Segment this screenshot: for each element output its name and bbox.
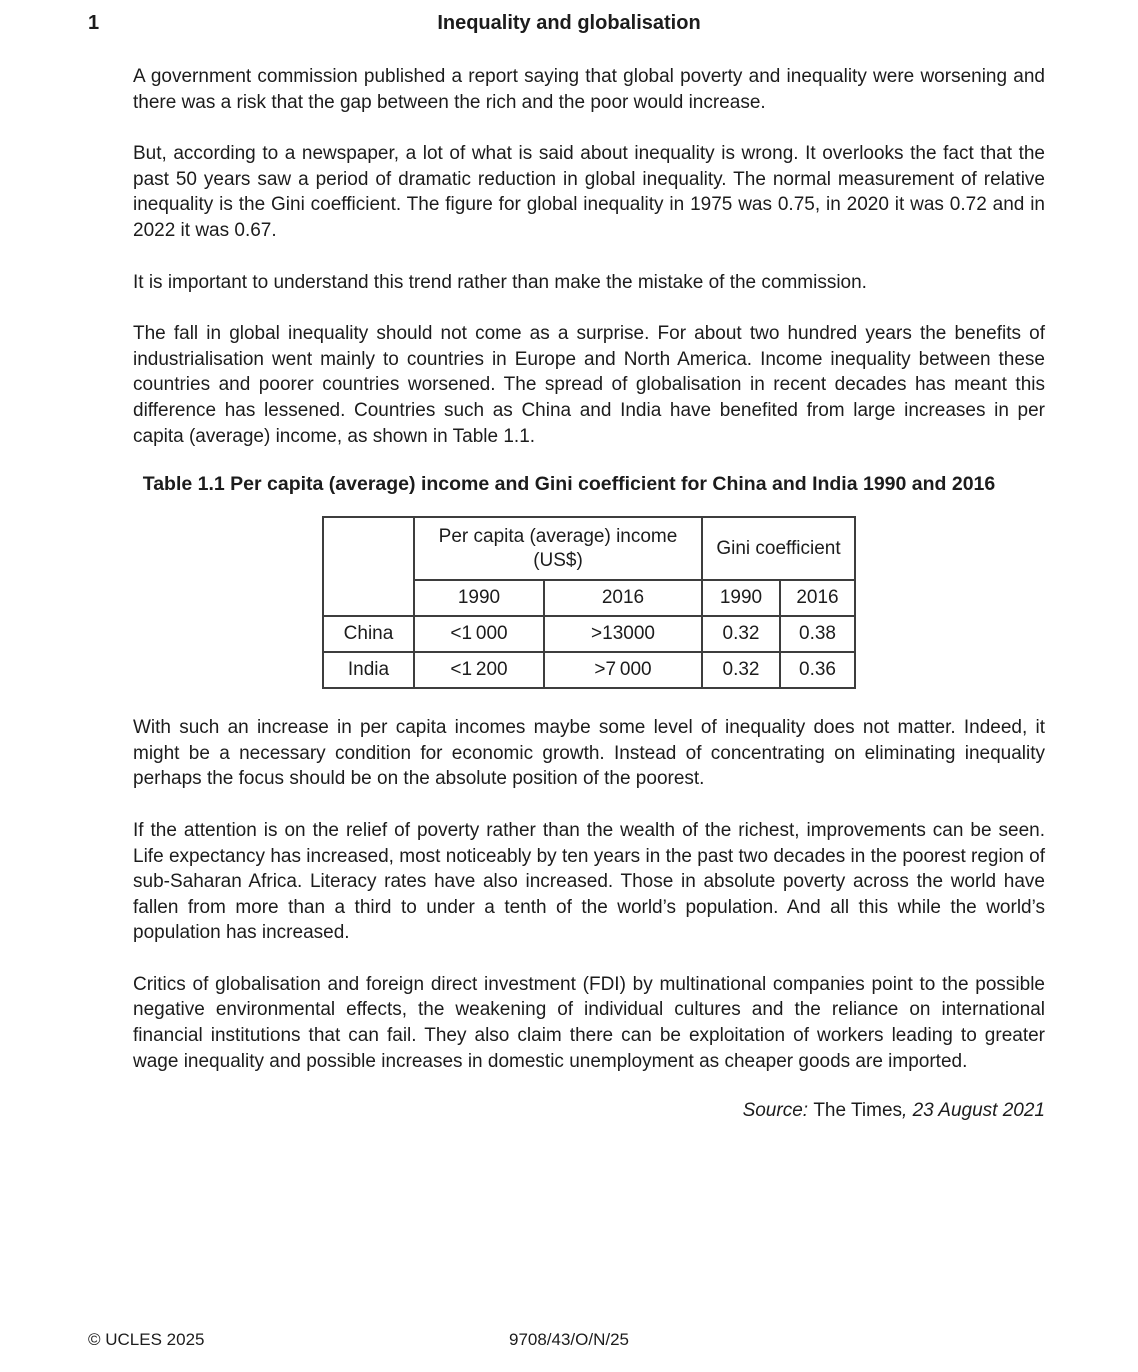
page-header (0, 0, 1138, 40)
paragraph: It is important to understand this trend rather than make the mistake of the commission. (133, 271, 867, 293)
question-number: 1 (88, 12, 100, 34)
page-footer (0, 1330, 1138, 1350)
gini-1990-value: 0.32 (702, 652, 780, 688)
income-1990-value: <1 200 (414, 652, 544, 688)
table-caption: Table 1.1 Per capita (average) income and Gini coefficient for China and India 1990 and 2016 (142, 473, 996, 496)
income-2016-value: >7 000 (544, 652, 702, 688)
source-line (133, 1100, 1045, 1122)
gini-group-header: Gini coefficient (702, 517, 855, 580)
paragraph: With such an increase in per capita incomes maybe some level of inequality does not matter. Indeed, it might be a necessary condition for economic growth. Instead of concentrating on eliminating inequality perhaps the focus should be on the absolute position of the poorest. (133, 717, 1045, 790)
table-row (323, 652, 855, 688)
gini-year-2016-header: 2016 (780, 580, 855, 616)
paragraph: The fall in global inequality should not come as a surprise. For about two hundred years the benefits of industrialisation went mainly to countries in Europe and North America. Income inequality between these countries and poorer countries worsened. The spread of globalisation in recent decades has meant this difference has lessened. Countries such as China and India have benefited from large increases in per capita (average) income, as shown in Table 1.1. (133, 323, 1045, 447)
income-gini-table (322, 516, 856, 689)
table-corner-cell (323, 517, 414, 616)
table-group-header-row (323, 517, 855, 580)
gini-2016-value: 0.36 (780, 652, 855, 688)
country-label: China (323, 616, 414, 652)
income-2016-value: >13000 (544, 616, 702, 652)
footer-paper-code: 9708/43/O/N/25 (508, 1330, 630, 1349)
paragraph: Critics of globalisation and foreign direct investment (FDI) by multinational companies point to the possible negative environmental effects, the weakening of individual cultures and the reliance on international financial institutions that can fail. They also claim there can be exploitation of workers leading to greater wage inequality and possible increases in domestic unemployment as cheaper goods are imported. (133, 973, 1045, 1072)
footer-copyright: © UCLES 2025 (88, 1330, 205, 1349)
paragraph: A government commission published a report saying that global poverty and inequality were worsening and there was a risk that the gap between the rich and the poor would increase. (133, 66, 1045, 113)
gini-year-1990-header: 1990 (702, 580, 780, 616)
income-group-header: Per capita (average) income (US$) (414, 517, 702, 580)
source-publication: The Times (813, 1100, 903, 1122)
paragraph: If the attention is on the relief of poverty rather than the wealth of the richest, improvements can be seen. Life expectancy has increased, most noticeably by ten years in the past two decades in the poorest region of sub-Saharan Africa. Literacy rates have also increased. Those in absolute poverty across the world have fallen from more than a third to under a tenth of the world’s population. And all this while the world’s population has increased. (133, 819, 1045, 944)
income-year-1990-header: 1990 (414, 580, 544, 616)
paragraph: But, according to a newspaper, a lot of what is said about inequality is wrong. It overlooks the fact that the past 50 years saw a period of dramatic reduction in global inequality. The normal measurement of relative inequality is the Gini coefficient. The figure for global inequality in 1975 was 0.75, in 2020 it was 0.72 and in 2022 it was 0.67. (133, 143, 1045, 241)
passage-content (133, 64, 1045, 1122)
table-row (323, 616, 855, 652)
page-title: Inequality and globalisation (437, 12, 701, 34)
country-label: India (323, 652, 414, 688)
income-1990-value: <1 000 (414, 616, 544, 652)
source-date: , 23 August 2021 (902, 1100, 1045, 1122)
gini-1990-value: 0.32 (702, 616, 780, 652)
gini-2016-value: 0.38 (780, 616, 855, 652)
income-year-2016-header: 2016 (544, 580, 702, 616)
source-label: Source: (742, 1100, 814, 1122)
